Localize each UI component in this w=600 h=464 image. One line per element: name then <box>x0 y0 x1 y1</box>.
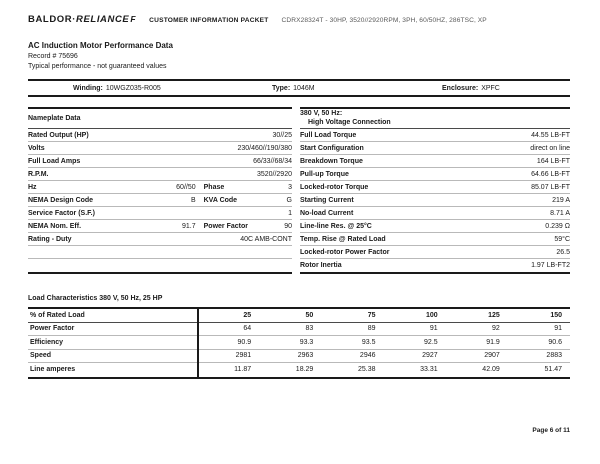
row-pair-left <box>28 223 196 230</box>
row-value: 164 LB-FT <box>536 157 570 165</box>
row-value: 8.71 A <box>550 209 570 217</box>
table-row <box>28 207 292 220</box>
catalog-number-line: CDRX28324T - 30HP, 3520//2920RPM, 3PH, 60/50HZ, 286TSC, XP <box>281 17 487 24</box>
winding-summary-bar <box>28 79 570 97</box>
row-value: G <box>286 196 292 204</box>
row-label: Locked-rotor Power Factor <box>300 248 390 256</box>
cell-value: 83 <box>305 325 314 333</box>
data-tables <box>28 107 570 274</box>
row-label: Breakdown Torque <box>300 157 363 165</box>
row-label: Efficiency <box>30 338 64 346</box>
row-label: No-load Current <box>300 209 354 217</box>
cell-value: 2963 <box>297 352 314 360</box>
row-label: R.P.M. <box>28 170 49 178</box>
row-value: 85.07 LB-FT <box>531 183 570 191</box>
cell-value: 33.31 <box>420 366 438 374</box>
table-row <box>28 129 292 142</box>
row-value: 3520//2920 <box>256 170 292 178</box>
row-label: Start Configuration <box>300 144 364 152</box>
load-characteristics-title: Load Characteristics 380 V, 50 Hz, 25 HP <box>28 295 163 302</box>
cell-value: 89 <box>367 325 376 333</box>
row-value: B <box>190 196 196 204</box>
load-table-row <box>28 363 570 377</box>
cell-value: 90.9 <box>237 338 252 346</box>
row-value: 1 <box>288 209 292 217</box>
cell-value: 91 <box>429 325 438 333</box>
table-row <box>28 142 292 155</box>
column-divider <box>197 309 199 377</box>
row-value: 40C AMB-CONT <box>240 235 292 243</box>
table-row <box>300 181 570 194</box>
row-value: 60//50 <box>176 183 196 191</box>
row-label: Speed <box>30 352 52 360</box>
packet-title: CUSTOMER INFORMATION PACKET <box>149 17 269 24</box>
connection-table <box>300 107 570 274</box>
cell-value: 2907 <box>484 352 500 360</box>
type-label: Type: <box>272 84 291 92</box>
load-table-row <box>28 336 570 350</box>
table-row <box>300 207 570 220</box>
table-row <box>28 233 292 246</box>
title-block <box>28 41 570 70</box>
load-characteristics-table <box>28 307 570 379</box>
cell-value: 92.5 <box>424 338 438 346</box>
table-row-empty <box>28 246 292 259</box>
table-row <box>28 168 292 181</box>
row-label: NEMA Nom. Eff. <box>28 222 82 230</box>
cell-value: 92 <box>492 325 500 333</box>
row-label: Starting Current <box>300 196 354 204</box>
row-label: Full Load Torque <box>300 131 357 139</box>
row-value: 30//25 <box>272 131 292 139</box>
logo-reliance-text: RELIANCE <box>76 14 130 25</box>
table-row <box>300 233 570 246</box>
row-label: Pull-up Torque <box>300 170 349 178</box>
enclosure-value: XPFC <box>481 84 500 92</box>
row-label: Power Factor <box>203 222 248 230</box>
row-value: direct on line <box>530 144 570 152</box>
corner-label: % of Rated Load <box>30 311 85 319</box>
row-label: KVA Code <box>203 196 238 204</box>
cell-value: 93.3 <box>299 338 314 346</box>
cell-value: 2927 <box>422 352 438 360</box>
row-label: Line amperes <box>30 366 76 374</box>
type-value: 1046M <box>293 84 315 92</box>
row-value: 90 <box>284 222 292 230</box>
cell-value: 51.47 <box>544 366 562 374</box>
row-label: NEMA Design Code <box>28 196 94 204</box>
type-cell <box>272 85 442 92</box>
row-pair-right <box>204 223 292 230</box>
row-label: Locked-rotor Torque <box>300 183 369 191</box>
enclosure-label: Enclosure: <box>442 84 479 92</box>
row-label: Temp. Rise @ Rated Load <box>300 235 386 243</box>
record-number: Record # 75696 <box>28 53 78 60</box>
row-value: 230/460//190/380 <box>237 144 292 152</box>
table-row <box>28 155 292 168</box>
connection-header-line1: 380 V, 50 Hz: <box>300 110 343 117</box>
winding-cell <box>28 85 272 92</box>
cell-value: 90.6 <box>548 338 562 346</box>
logo-flag-mark: F <box>130 14 137 24</box>
row-value: 44.55 LB-FT <box>531 131 570 139</box>
row-label: Rotor Inertia <box>300 262 342 269</box>
row-label: Full Load Amps <box>28 157 81 165</box>
table-row <box>300 246 570 259</box>
nameplate-table <box>28 107 292 274</box>
winding-value: 10WGZ035-R005 <box>105 84 161 92</box>
row-value: 59°C <box>554 235 570 243</box>
nameplate-table-header: Nameplate Data <box>28 109 292 129</box>
row-label: Rated Output (HP) <box>28 131 89 139</box>
logo-separator-dot: · <box>72 14 77 25</box>
table-row <box>300 168 570 181</box>
row-label: Line-line Res. @ 25°C <box>300 222 372 230</box>
row-label: Volts <box>28 144 45 152</box>
cell-value: 2981 <box>235 352 252 360</box>
row-value: 64.66 LB-FT <box>531 170 570 178</box>
row-pair-left <box>28 184 196 191</box>
cell-value: 91 <box>554 325 562 333</box>
row-pair-right <box>204 197 292 204</box>
row-label: Rating - Duty <box>28 235 72 243</box>
row-value: 3 <box>288 183 292 191</box>
cell-value: 11.87 <box>234 366 252 374</box>
table-row-empty <box>28 259 292 272</box>
cell-value: 2946 <box>359 352 376 360</box>
winding-label: Winding: <box>73 84 103 92</box>
row-label: Hz <box>28 183 37 191</box>
table-row <box>300 142 570 155</box>
column-header: 125 <box>488 311 500 319</box>
column-header: 150 <box>550 311 562 319</box>
table-row <box>300 194 570 207</box>
enclosure-cell <box>442 85 570 92</box>
table-row <box>28 194 292 207</box>
table-row <box>28 181 292 194</box>
row-label: Phase <box>203 183 225 191</box>
cell-value: 2883 <box>546 352 562 360</box>
column-header: 50 <box>305 311 314 319</box>
row-pair-left <box>28 197 196 204</box>
page-number: Page 6 of 11 <box>532 427 570 434</box>
connection-table-header <box>300 109 570 129</box>
page-title: AC Induction Motor Performance Data <box>28 41 173 50</box>
column-header: 25 <box>243 311 252 319</box>
baldor-reliance-logo <box>28 14 136 25</box>
row-value: 0.239 Ω <box>545 222 570 230</box>
table-row <box>300 259 570 272</box>
row-label: Service Factor (S.F.) <box>28 209 95 217</box>
cell-value: 91.9 <box>486 338 500 346</box>
row-value: 1.97 LB-FT2 <box>531 262 570 269</box>
table-row <box>300 220 570 233</box>
cell-value: 25.38 <box>357 366 376 374</box>
page-header <box>28 0 570 25</box>
cell-value: 18.29 <box>295 366 314 374</box>
load-table-row <box>28 350 570 364</box>
row-value: 66/33//68/34 <box>253 157 292 165</box>
table-row <box>28 220 292 233</box>
table-row <box>300 155 570 168</box>
load-table-header-row <box>28 309 570 323</box>
row-value: 219 A <box>552 196 570 204</box>
row-pair-right <box>204 184 292 191</box>
disclaimer-note: Typical performance - not guaranteed values <box>28 63 167 70</box>
column-header: 75 <box>367 311 376 319</box>
cell-value: 42.09 <box>482 366 500 374</box>
load-table-row <box>28 323 570 337</box>
column-header: 100 <box>425 311 438 319</box>
row-label: Power Factor <box>30 325 75 333</box>
cell-value: 64 <box>243 325 252 333</box>
table-row <box>300 129 570 142</box>
logo-baldor-text: BALDOR <box>28 14 73 25</box>
cell-value: 93.5 <box>361 338 376 346</box>
row-value: 91.7 <box>182 222 196 230</box>
row-value: 26.5 <box>556 248 570 256</box>
document-page <box>28 0 570 379</box>
connection-header-line2: High Voltage Connection <box>308 118 391 126</box>
